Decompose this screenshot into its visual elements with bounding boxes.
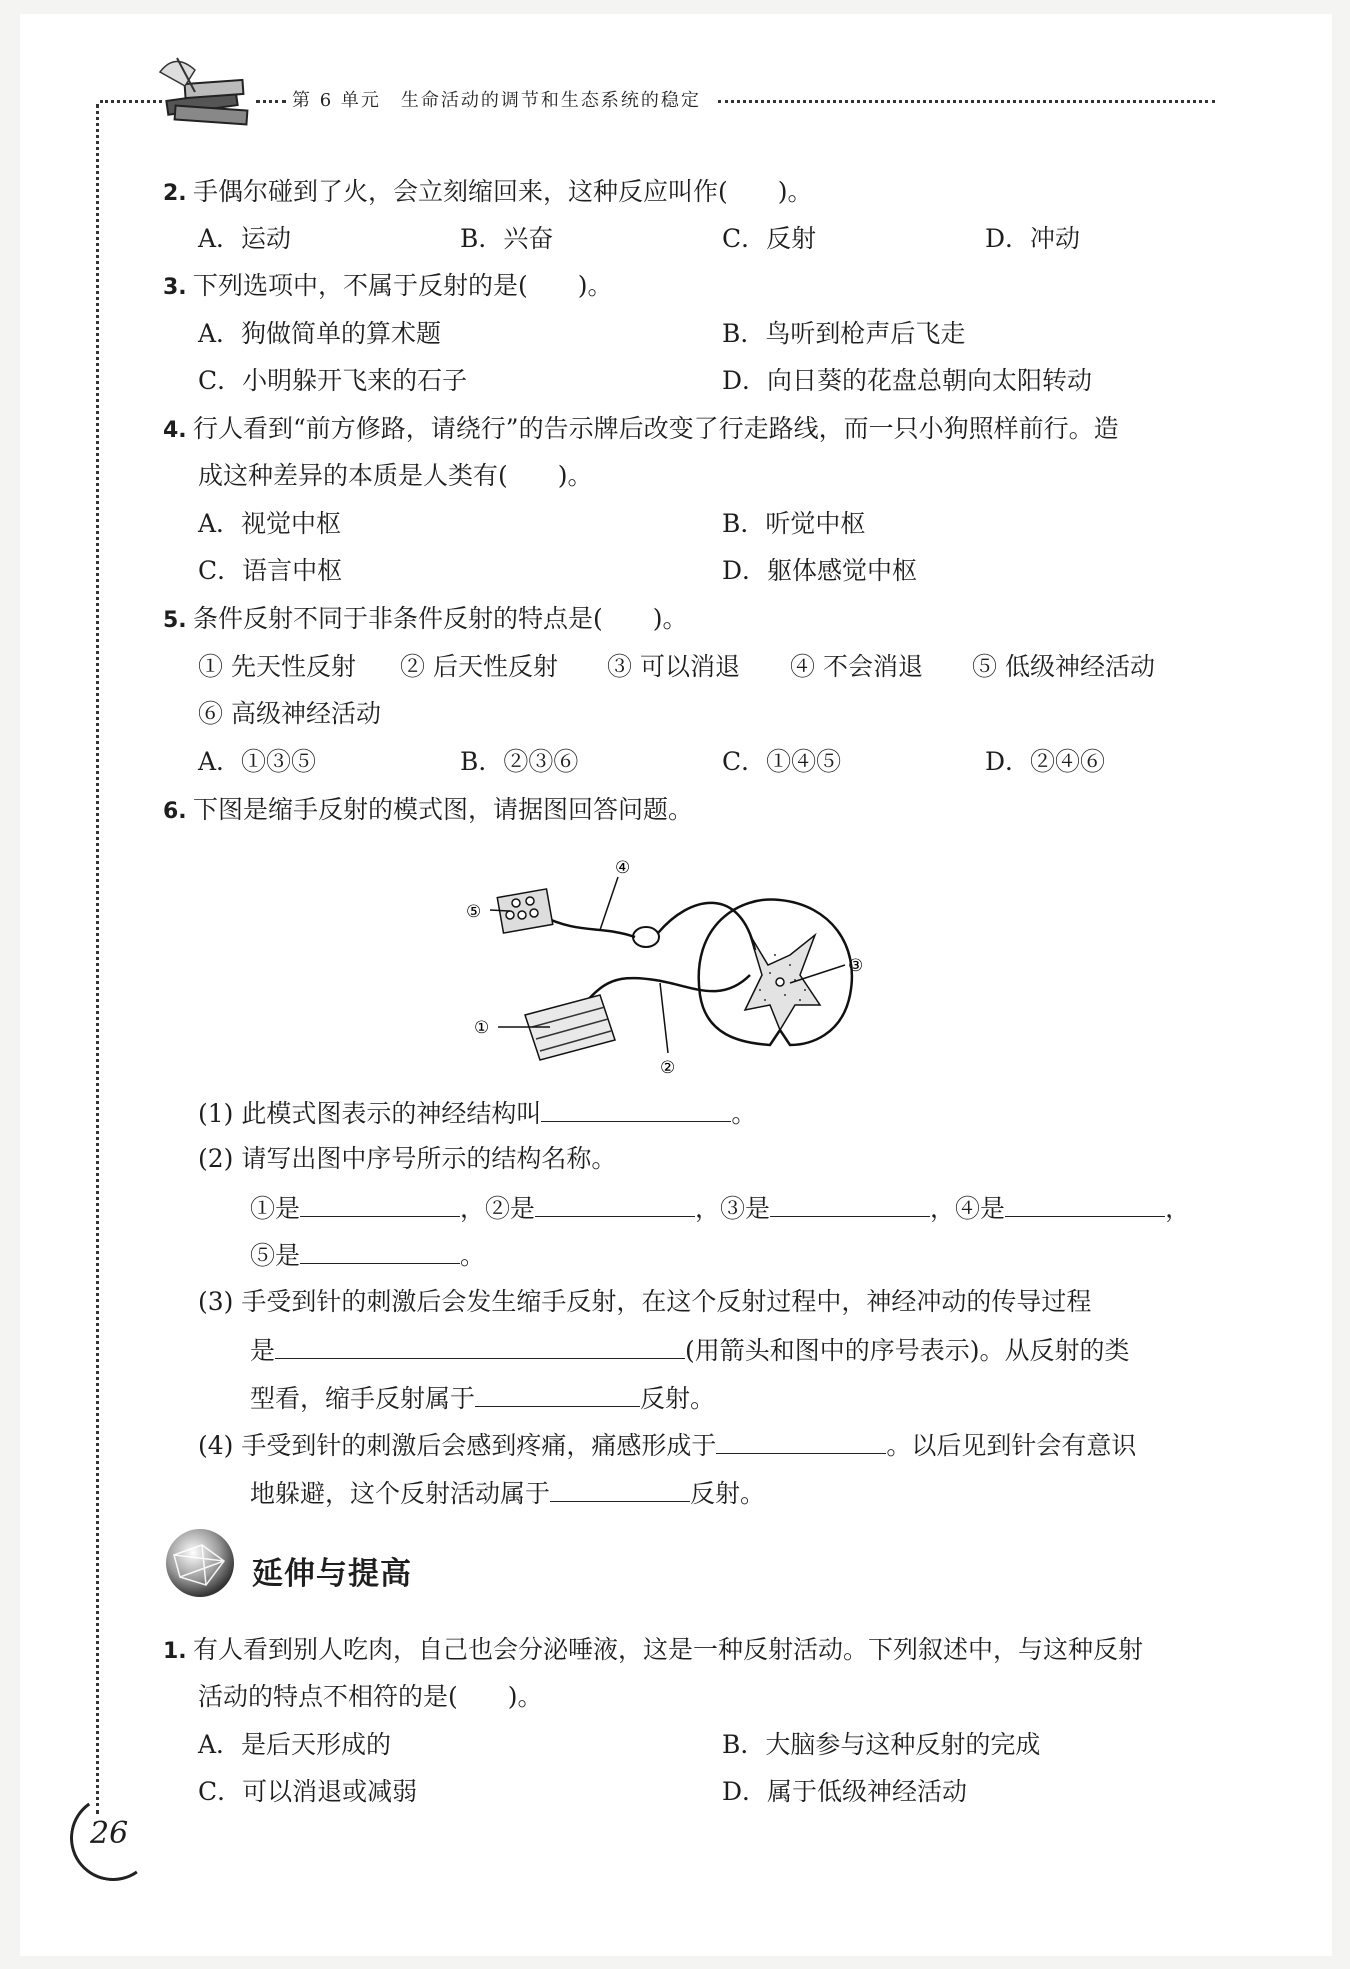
option-b: B．大脑参与这种反射的完成 bbox=[722, 1730, 1041, 1759]
header-dotted-rule-right bbox=[718, 100, 1215, 103]
option-d: D．②④⑥ bbox=[985, 747, 1106, 776]
blank-label: ，②是 bbox=[460, 1194, 536, 1223]
subquestion-2-blanks bbox=[250, 1190, 1190, 1226]
question-stem-continued: 成这种差异的本质是人类有( )。 bbox=[198, 461, 593, 490]
subquestion-3: (3) 手受到针的刺激后会发生缩手反射，在这个反射过程中，神经冲动的传导过程 bbox=[198, 1287, 1092, 1316]
question-stem: 有人看到别人吃肉，自己也会分泌唾液，这是一种反射活动。下列叙述中，与这种反射 bbox=[193, 1635, 1144, 1664]
blank-label: ，③是 bbox=[695, 1194, 771, 1223]
header-dotted-lead bbox=[256, 100, 286, 103]
blank-label: ⑤是 bbox=[250, 1241, 301, 1270]
question-number: 5. bbox=[163, 608, 187, 633]
statement-5: ⑤ 低级神经活动 bbox=[972, 652, 1155, 681]
extension-question-1 bbox=[163, 1633, 1143, 1669]
reflex-arc-diagram bbox=[450, 855, 930, 1085]
option-a: A．运动 bbox=[198, 224, 292, 253]
question-4 bbox=[163, 412, 1119, 448]
question-3 bbox=[163, 269, 613, 305]
option-b: B．兴奋 bbox=[460, 224, 554, 253]
subquestion-text: (用箭头和图中的序号表示)。从反射的类 bbox=[685, 1336, 1130, 1365]
subquestion-2-blanks-continued bbox=[250, 1237, 485, 1273]
question-stem: 下图是缩手反射的模式图，请据图回答问题。 bbox=[193, 795, 694, 824]
subquestion-text: (1) 此模式图表示的神经结构叫 bbox=[198, 1099, 542, 1128]
subquestion-text: 是 bbox=[250, 1336, 276, 1365]
option-d: D．冲动 bbox=[985, 224, 1081, 253]
subquestion-text: 。 bbox=[731, 1099, 757, 1128]
answer-blank[interactable] bbox=[275, 1332, 685, 1359]
answer-blank[interactable] bbox=[300, 1190, 460, 1217]
option-d: D．属于低级神经活动 bbox=[722, 1777, 968, 1806]
question-2 bbox=[163, 175, 813, 211]
subquestion-text: 地躲避，这个反射活动属于 bbox=[250, 1479, 551, 1508]
option-a: A．①③⑤ bbox=[198, 747, 317, 776]
label-5: ⑤ bbox=[466, 902, 482, 922]
question-number: 4. bbox=[163, 418, 187, 443]
question-number: 3. bbox=[163, 275, 187, 300]
answer-blank[interactable] bbox=[300, 1237, 460, 1264]
label-4: ④ bbox=[615, 858, 631, 878]
question-number: 2. bbox=[163, 181, 187, 206]
subquestion-text: 反射。 bbox=[690, 1479, 766, 1508]
margin-dotted-line bbox=[96, 104, 99, 1814]
subquestion-text: 反射。 bbox=[640, 1384, 716, 1413]
globe-network-icon bbox=[162, 1525, 238, 1601]
answer-blank[interactable] bbox=[770, 1190, 930, 1217]
question-stem: 下列选项中，不属于反射的是( )。 bbox=[193, 271, 613, 300]
option-c: C．语言中枢 bbox=[198, 556, 343, 585]
answer-blank[interactable] bbox=[535, 1190, 695, 1217]
option-d: D．躯体感觉中枢 bbox=[722, 556, 918, 585]
subquestion-4-continued bbox=[250, 1475, 765, 1511]
question-stem: 手偶尔碰到了火，会立刻缩回来，这种反应叫作( )。 bbox=[193, 177, 813, 206]
statement-3: ③ 可以消退 bbox=[607, 652, 740, 681]
question-stem: 行人看到“前方修路，请绕行”的告示牌后改变了行走路线，而一只小狗照样前行。造 bbox=[193, 414, 1119, 443]
subquestion-3-continued bbox=[250, 1332, 1130, 1368]
statement-1: ① 先天性反射 bbox=[198, 652, 356, 681]
answer-blank[interactable] bbox=[1005, 1190, 1165, 1217]
question-5 bbox=[163, 602, 688, 638]
option-b: B．②③⑥ bbox=[460, 747, 579, 776]
option-b: B．鸟听到枪声后飞走 bbox=[722, 319, 966, 348]
answer-blank[interactable] bbox=[475, 1380, 640, 1407]
subquestion-3-continued-2 bbox=[250, 1380, 715, 1416]
answer-blank[interactable] bbox=[716, 1427, 886, 1454]
subquestion-text: (4) 手受到针的刺激后会感到疼痛，痛感形成于 bbox=[198, 1431, 717, 1460]
page-number: 26 bbox=[90, 1816, 129, 1851]
option-c: C．①④⑤ bbox=[722, 747, 842, 776]
option-c: C．可以消退或减弱 bbox=[198, 1777, 418, 1806]
option-c: C．小明躲开飞来的石子 bbox=[198, 366, 468, 395]
section-title: 延伸与提高 bbox=[252, 1556, 412, 1592]
subquestion-1 bbox=[198, 1095, 756, 1131]
option-a: A．狗做简单的算术题 bbox=[198, 319, 442, 348]
blank-label: 。 bbox=[460, 1241, 486, 1270]
blank-label: ，④是 bbox=[930, 1194, 1006, 1223]
statement-2: ② 后天性反射 bbox=[400, 652, 558, 681]
option-d: D．向日葵的花盘总朝向太阳转动 bbox=[722, 366, 1093, 395]
header-dotted-rule-left bbox=[100, 100, 162, 103]
statement-4: ④ 不会消退 bbox=[790, 652, 923, 681]
blank-label: ， bbox=[1165, 1194, 1191, 1223]
question-stem-continued: 活动的特点不相符的是( )。 bbox=[198, 1682, 543, 1711]
answer-blank[interactable] bbox=[550, 1475, 690, 1502]
question-number: 1. bbox=[163, 1639, 187, 1664]
option-b: B．听觉中枢 bbox=[722, 509, 866, 538]
option-a: A．视觉中枢 bbox=[198, 509, 342, 538]
subquestion-2: (2) 请写出图中序号所示的结构名称。 bbox=[198, 1144, 617, 1173]
label-3: ③ bbox=[848, 956, 864, 976]
question-stem: 条件反射不同于非条件反射的特点是( )。 bbox=[193, 604, 688, 633]
answer-blank[interactable] bbox=[541, 1095, 731, 1122]
subquestion-4 bbox=[198, 1427, 1136, 1463]
question-6 bbox=[163, 793, 693, 829]
blank-label: ①是 bbox=[250, 1194, 301, 1223]
subquestion-text: 。以后见到针会有意识 bbox=[886, 1431, 1137, 1460]
option-c: C．反射 bbox=[722, 224, 817, 253]
label-1: ① bbox=[474, 1018, 490, 1038]
label-2: ② bbox=[660, 1058, 676, 1078]
subquestion-text: 型看，缩手反射属于 bbox=[250, 1384, 476, 1413]
question-number: 6. bbox=[163, 799, 187, 824]
option-a: A．是后天形成的 bbox=[198, 1730, 392, 1759]
statement-6: ⑥ 高级神经活动 bbox=[198, 699, 381, 728]
header-title: 第 6 单元 生命活动的调节和生态系统的稳定 bbox=[292, 90, 701, 111]
book-stack-logo-icon bbox=[155, 52, 255, 132]
